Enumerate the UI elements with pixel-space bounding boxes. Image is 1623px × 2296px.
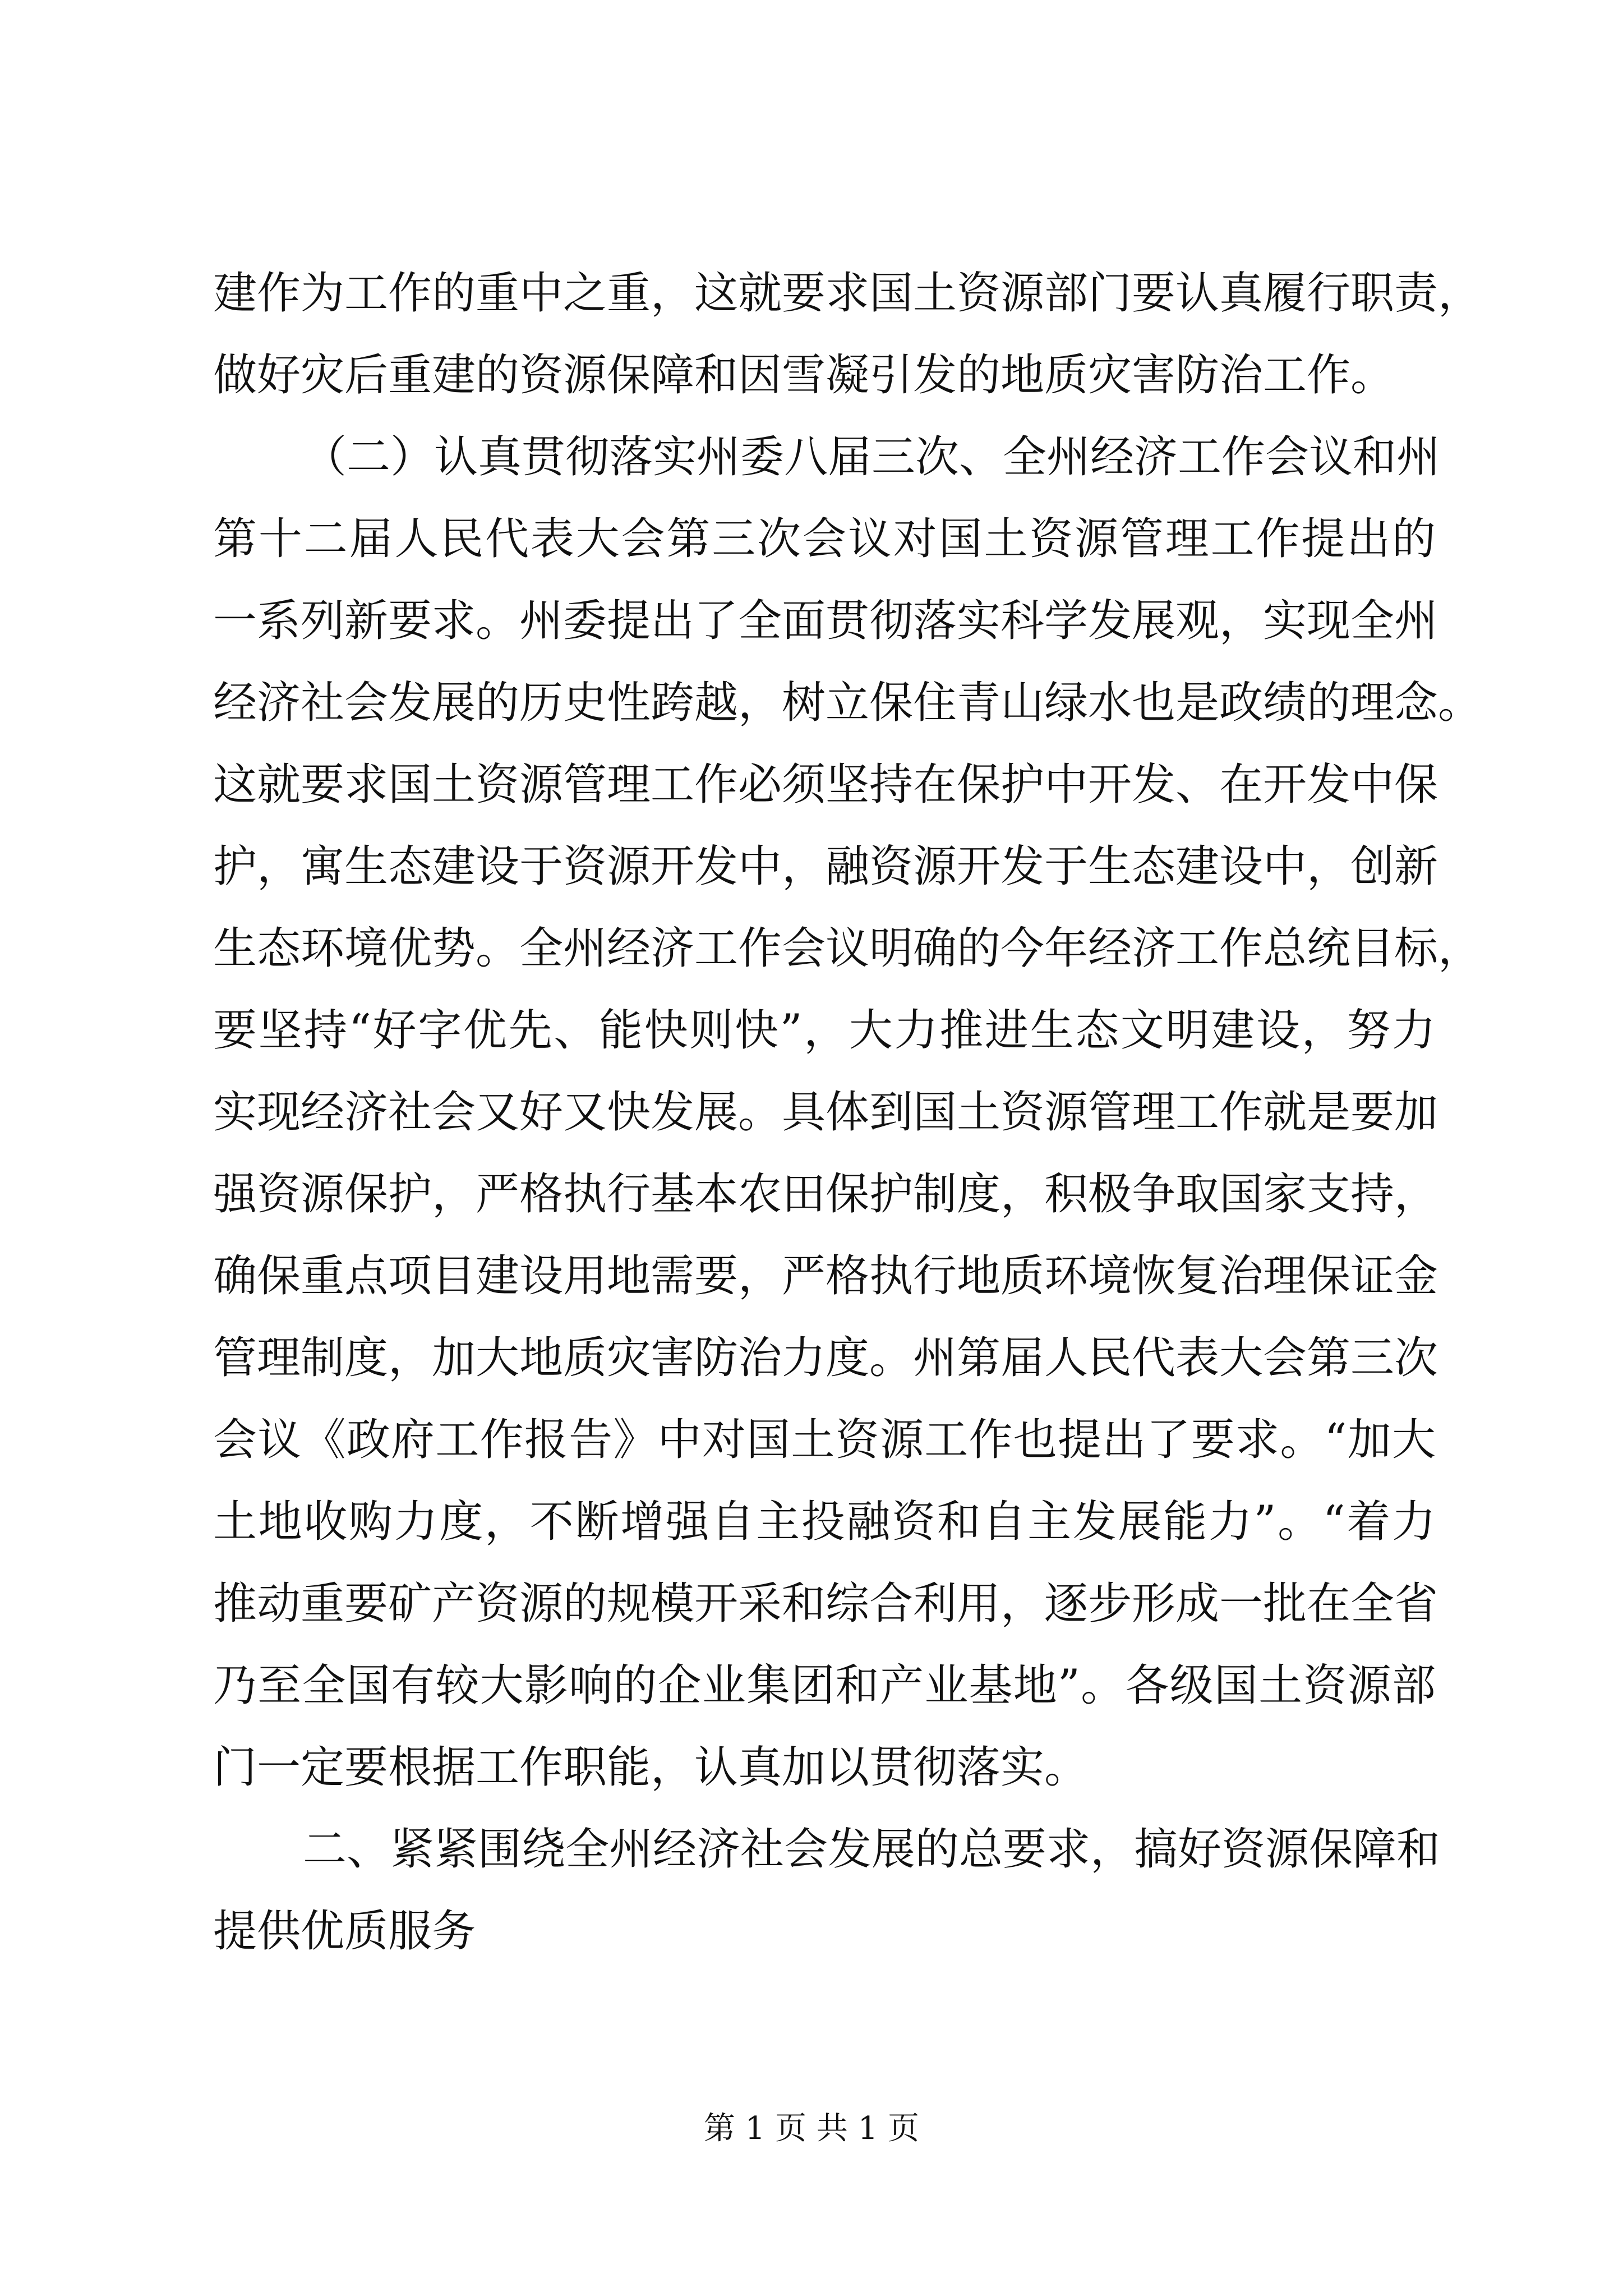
text-line: 确保重点项目建设用地需要，严格执行地质环境恢复治理保证金: [213, 1251, 1438, 1301]
text-line: 会议《政府工作报告》中对国土资源工作也提出了要求。“加大: [213, 1415, 1436, 1465]
text-line: 土地收购力度，不断增强自主投融资和自主发展能力”。“着力: [213, 1497, 1436, 1547]
text-line: 门一定要根据工作职能，认真加以贯彻落实。: [213, 1742, 1089, 1793]
text-line: 经济社会发展的历史性跨越，树立保住青山绿水也是政绩的理念。: [213, 678, 1482, 728]
document-body: [213, 252, 1482, 1972]
text-line: 一系列新要求。州委提出了全面贯彻落实科学发展观，实现全州: [213, 596, 1438, 646]
text-line: 建作为工作的重中之重，这就要求国土资源部门要认真履行职责，: [213, 268, 1482, 319]
page-footer: [0, 2106, 1623, 2151]
text-line: 强资源保护，严格执行基本农田保护制度，积极争取国家支持，: [213, 1169, 1438, 1220]
section-heading-line: 二、紧紧围绕全州经济社会发展的总要求，搞好资源保障和: [303, 1824, 1441, 1875]
text-line: 实现经济社会又好又快发展。具体到国土资源管理工作就是要加: [213, 1087, 1438, 1138]
text-line: 推动重要矿产资源的规模开采和综合利用，逐步形成一批在全省: [213, 1579, 1438, 1629]
text-line: 做好灾后重建的资源保障和因雪凝引发的地质灾害防治工作。: [213, 350, 1395, 401]
text-line: 管理制度，加大地质灾害防治力度。州第届人民代表大会第三次: [213, 1333, 1438, 1383]
text-line: 护，寓生态建设于资源开发中，融资源开发于生态建设中，创新: [213, 841, 1438, 892]
text-line: 要坚持“好字优先、能快则快”，大力推进生态文明建设，努力: [213, 1005, 1436, 1056]
text-line: 乃至全国有较大影响的企业集团和产业基地”。各级国土资源部: [213, 1660, 1436, 1711]
page-number: 第 1 页 共 1 页: [703, 2110, 920, 2147]
text-line: （二）认真贯彻落实州委八届三次、全州经济工作会议和州: [303, 432, 1441, 482]
section-heading-line: 提供优质服务: [213, 1906, 476, 1957]
text-line: 生态环境优势。全州经济工作会议明确的今年经济工作总统目标，: [213, 923, 1482, 974]
text-line: 这就要求国土资源管理工作必须坚持在保护中开发、在开发中保: [213, 760, 1438, 810]
text-line: 第十二届人民代表大会第三次会议对国土资源管理工作提出的: [213, 514, 1436, 564]
